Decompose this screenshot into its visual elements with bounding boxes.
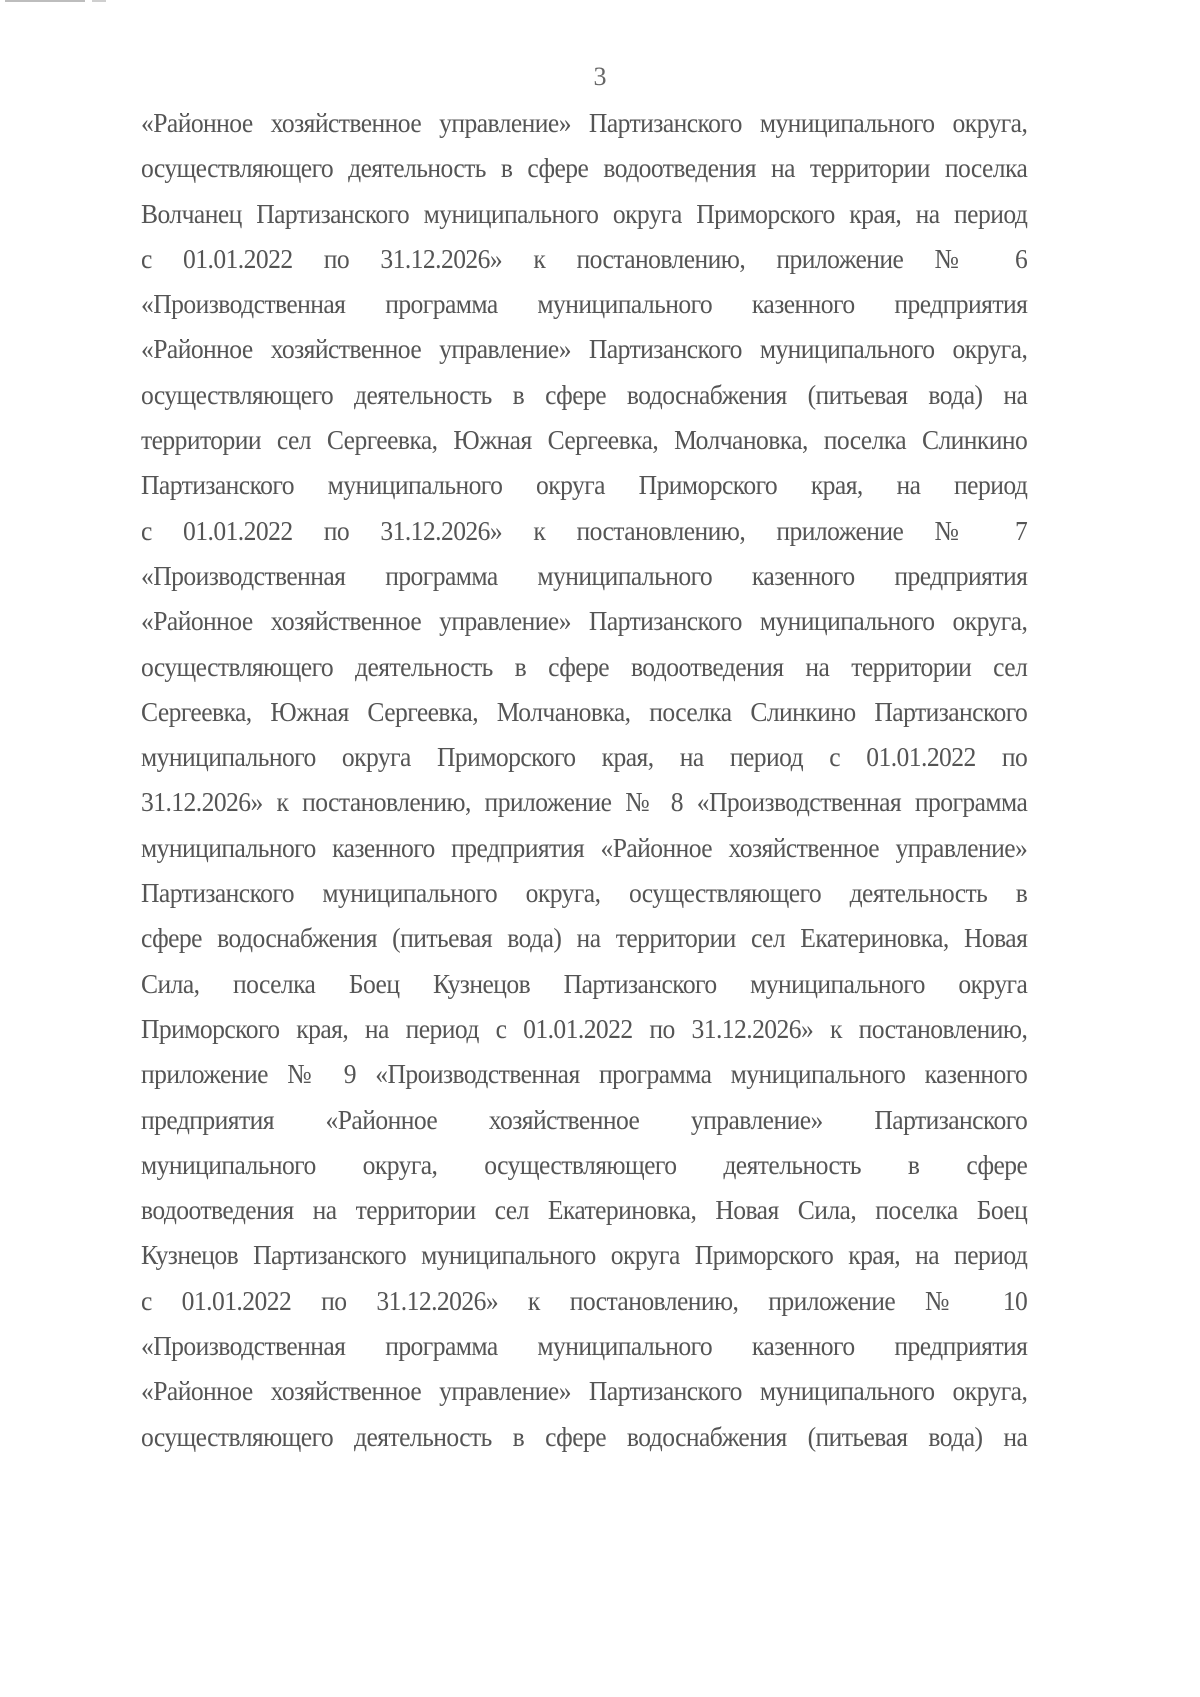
text-line: осуществляющего деятельность в сфере водоотведения на территории поселка [141, 152, 1028, 184]
text-line: осуществляющего деятельность в сфере водоотведения на территории сел [141, 650, 1028, 682]
text-line: сфере водоснабжения (питьевая вода) на территории сел Екатериновка, Новая [141, 922, 1028, 954]
text-line: с 01.01.2022 по 31.12.2026» к постановлению, приложение № 7 [141, 514, 1028, 546]
text-line: «Производственная программа муниципального казенного предприятия [141, 1330, 1028, 1362]
text-line: предприятия «Районное хозяйственное управление» Партизанского [141, 1103, 1028, 1135]
text-line: Волчанец Партизанского муниципального округа Приморского края, на период [141, 197, 1028, 229]
text-line: Сергеевка, Южная Сергеевка, Молчановка, поселка Слинкино Партизанского [141, 695, 1028, 727]
text-line: «Районное хозяйственное управление» Партизанского муниципального округа, [141, 107, 1028, 138]
text-line: «Районное хозяйственное управление» Партизанского муниципального округа, [141, 333, 1028, 365]
text-line: приложение № 9 «Производственная программа муниципального казенного [141, 1058, 1028, 1090]
text-line: Партизанского муниципального округа, осуществляющего деятельность в [141, 877, 1028, 909]
scan-artifact [92, 0, 106, 2]
text-line: территории сел Сергеевка, Южная Сергеевка, Молчановка, поселка Слинкино [141, 424, 1028, 456]
text-line: муниципального округа, осуществляющего деятельность в сфере [141, 1148, 1028, 1180]
text-line: Кузнецов Партизанского муниципального округа Приморского края, на период [141, 1239, 1028, 1271]
text-line: водоотведения на территории сел Екатериновка, Новая Сила, поселка Боец [141, 1194, 1028, 1226]
text-line: «Производственная программа муниципального казенного предприятия [141, 288, 1028, 320]
text-line: Приморского края, на период с 01.01.2022 по 31.12.2026» к постановлению, [141, 1012, 1028, 1044]
text-line: осуществляющего деятельность в сфере водоснабжения (питьевая вода) на [141, 1420, 1028, 1452]
page-number: 3 [593, 62, 607, 91]
text-line: муниципального округа Приморского края, на период с 01.01.2022 по [141, 741, 1028, 773]
scan-artifact [5, 0, 85, 2]
text-line: Сила, поселка Боец Кузнецов Партизанского муниципального округа [141, 967, 1028, 999]
text-line: с 01.01.2022 по 31.12.2026» к постановлению, приложение № 10 [141, 1284, 1028, 1316]
text-line: «Производственная программа муниципального казенного предприятия [141, 559, 1028, 591]
document-body [141, 100, 1028, 1459]
text-line: с 01.01.2022 по 31.12.2026» к постановлению, приложение № 6 [141, 242, 1028, 274]
text-line: «Районное хозяйственное управление» Партизанского муниципального округа, [141, 1375, 1028, 1407]
text-line: «Районное хозяйственное управление» Партизанского муниципального округа, [141, 605, 1028, 637]
text-line: Партизанского муниципального округа Приморского края, на период [141, 469, 1028, 501]
text-line: муниципального казенного предприятия «Районное хозяйственное управление» [141, 831, 1028, 863]
text-line: осуществляющего деятельность в сфере водоснабжения (питьевая вода) на [141, 378, 1028, 410]
text-line: 31.12.2026» к постановлению, приложение № 8 «Производственная программа [141, 786, 1028, 818]
